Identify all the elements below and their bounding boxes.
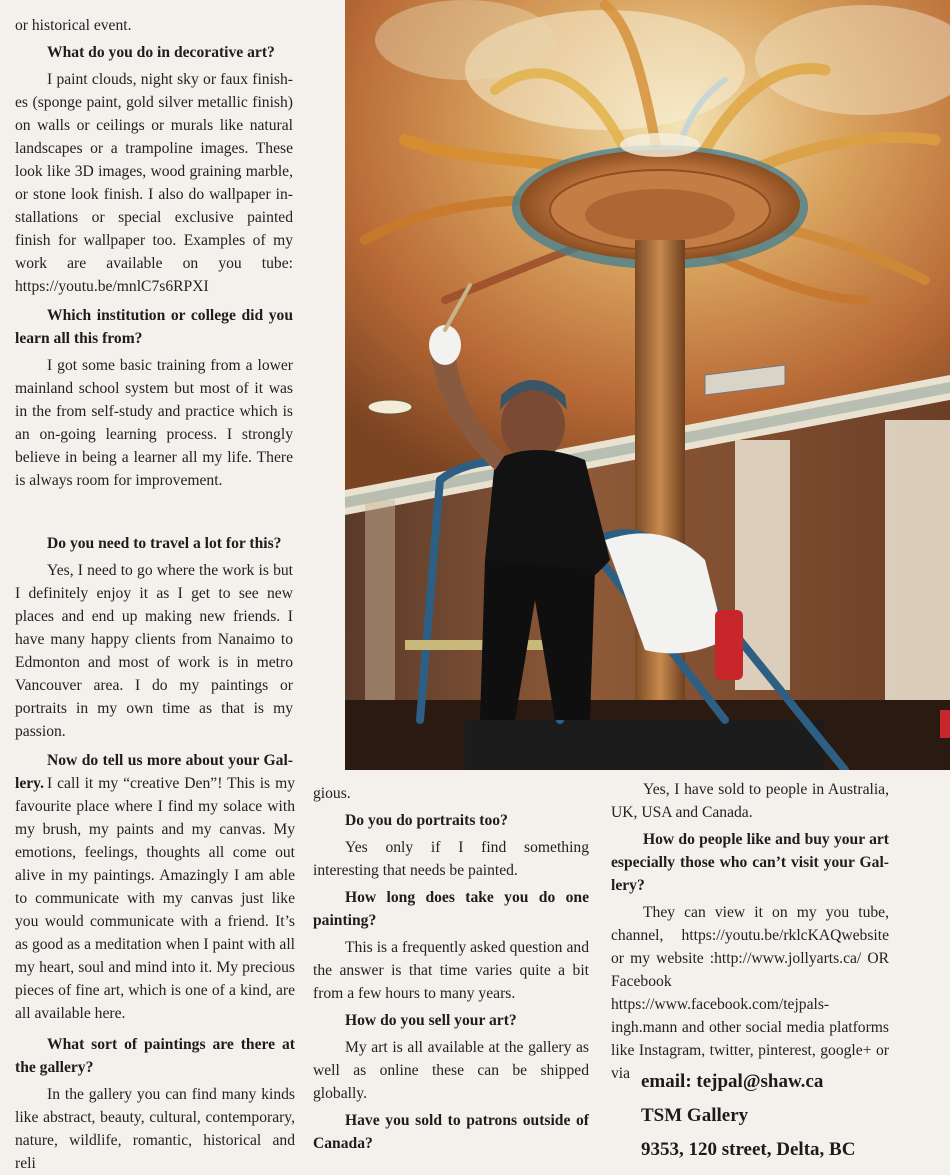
answer-decorative-art: I paint clouds, night sky or faux finishes (sponge paint, gold silver metallic finish) on walls or ceilings or murals like natural landscapes or a trampoline images. These look like 3D images, wood graining marble, or stone look finish. I also do wallpaper installations or special exclusive painted finish for wallpaper too. Examples of my work are available on you tube: https://youtu.be/mnlC7s6RPXI bbox=[15, 71, 293, 295]
question-gallery: Now do tell us more about your Gallery. bbox=[15, 752, 293, 792]
question-institution: Which institution or college did you learn all this from? bbox=[15, 307, 293, 347]
answer-patrons: Yes, I have sold to people in Australia, UK, USA and Canada. bbox=[611, 781, 889, 821]
right-column bbox=[611, 778, 889, 1085]
contact-gallery-name: TSM Gallery bbox=[641, 1105, 749, 1126]
answer-buy-art: They can view it on my you tube, channel, https://youtu.be/rklcKAQwebsite or my website :http://www.jollyarts.ca/ OR Facebook https://www.facebook.com/tejpalsingh.mann and other social media platforms like Instagram, twitter, pinterest, google+ or via bbox=[611, 904, 889, 1082]
question-sell: How do you sell your art? bbox=[345, 1012, 517, 1029]
question-time: How long does take you do one painting? bbox=[313, 889, 589, 929]
question-travel: Do you need to travel a lot for this? bbox=[47, 535, 282, 552]
answer-paintings-continued: gious. bbox=[313, 785, 351, 802]
middle-column bbox=[313, 782, 589, 1159]
contact-email: email: tejpal@shaw.ca bbox=[641, 1071, 824, 1092]
question-decorative-art: What do you do in decorative art? bbox=[47, 44, 275, 61]
question-paintings: What sort of paintings are there at the gallery? bbox=[15, 1036, 295, 1076]
question-buy-art: How do people like and buy your art especially those who can’t visit your Gallery? bbox=[611, 831, 889, 894]
artist-painting-ceiling-photo bbox=[345, 0, 950, 770]
contact-address: 9353, 120 street, Delta, BC bbox=[641, 1139, 856, 1160]
question-patrons: Have you sold to patrons outside of Canada? bbox=[313, 1112, 589, 1152]
answer-institution: I got some basic training from a lower mainland school system but most of it was in the from self-study and practice which is an on-going learning process. I strongly believe in being a learner all my life. There is always room for improvement. bbox=[15, 357, 293, 489]
answer-sell: My art is all available at the gallery as well as online these can be shipped globally. bbox=[313, 1039, 589, 1102]
left-column-travel bbox=[15, 528, 293, 799]
left-column-top bbox=[15, 14, 293, 492]
question-portraits: Do you do portraits too? bbox=[345, 812, 508, 829]
answer-travel: Yes, I need to go where the work is but I definitely enjoy it as I get to see new places and end up making new friends. I have many happy clients from Nanaimo to Edmonton and most of work is in metro Vancouver area. I do my paintings or portraits in my own time as that is my passion. bbox=[15, 562, 293, 740]
answer-paintings: In the gallery you can find many kinds like abstract, beauty, cultural, contemporary, nature, wildlife, romantic, historical and reli bbox=[15, 1086, 295, 1172]
answer-time: This is a frequently asked question and the answer is that time varies quite a bit from a few hours to many years. bbox=[313, 939, 589, 1002]
answer-portraits: Yes only if I find something interesting that needs be painted. bbox=[313, 839, 589, 879]
left-column-lower bbox=[15, 772, 295, 1175]
intro-fragment: or historical event. bbox=[15, 17, 132, 34]
answer-gallery: I call it my “creative Den”! This is my favourite place where I find my solace with my brush, my paints and my canvas. My emotions, feelings, thoughts all come out alive in my paintings. Amazingly I am able to communicate with my canvas just like you would communicate with a friend. It’s as good as a meditation when I paint with all my heart, soul and mind into it. My precious pieces of fine art, which is one of a kind, are all available here. bbox=[15, 775, 295, 1022]
